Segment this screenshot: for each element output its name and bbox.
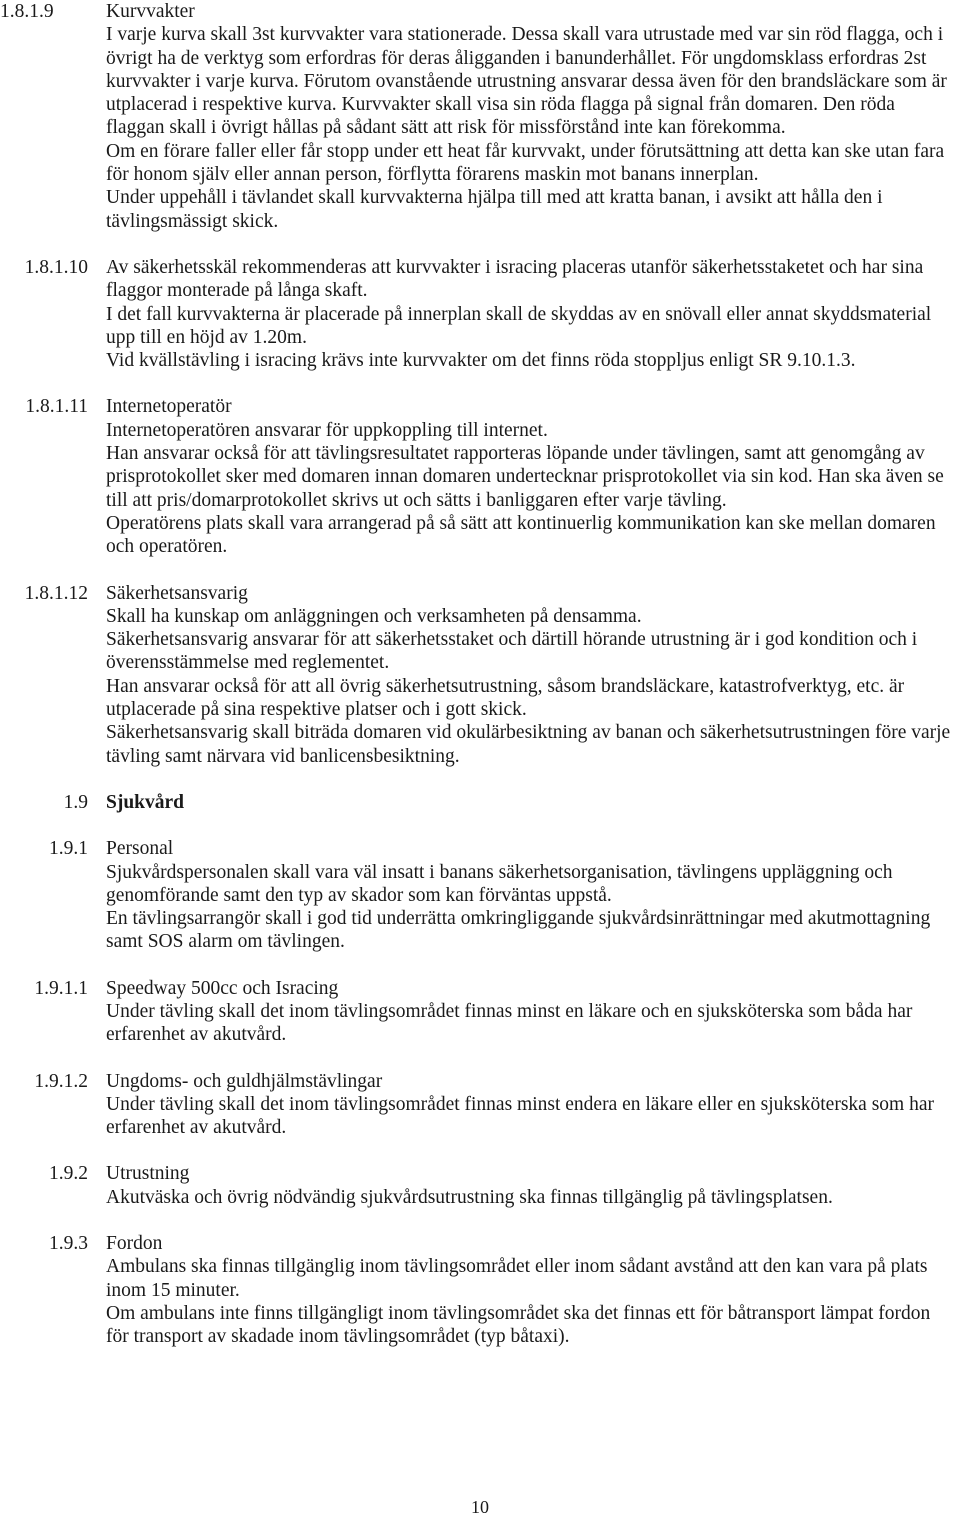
paragraph: Av säkerhetsskäl rekommenderas att kurvvakter i isracing placeras utanför säkerhetsstaketet och har sina flaggor monterade på långa skaft. xyxy=(106,256,924,302)
section-title: Fordon xyxy=(106,1233,163,1255)
paragraph: Sjukvårdspersonalen skall vara väl insatt i banans säkerhetsorganisation, tävlingens uppläggning och genomförande samt den typ av skador som kan förväntas uppstå. xyxy=(106,861,893,906)
paragraph: Internetoperatören ansvarar för uppkoppling till internet. xyxy=(106,419,548,441)
section-1-9-3 xyxy=(0,1232,960,1348)
paragraph: Vid kvällstävling i isracing krävs inte kurvvakter om det finns röda stoppljus enligt SR 9.10.1.3. xyxy=(106,350,856,372)
paragraph: Operatörens plats skall vara arrangerad på så sätt att kontinuerlig kommunikation kan ske mellan domaren och operatören. xyxy=(106,512,936,558)
paragraph: Skall ha kunskap om anläggningen och verksamheten på densamma. xyxy=(106,605,642,627)
section-number: 1.8.1.11 xyxy=(25,396,88,418)
section-number: 1.9.3 xyxy=(49,1233,88,1255)
section-title: Speedway 500cc och Isracing xyxy=(106,977,339,999)
section-title: Personal xyxy=(106,838,174,860)
section-title: Ungdoms- och guldhjälmstävlingar xyxy=(106,1070,383,1092)
paragraph: Om en förare faller eller får stopp under ett heat får kurvvakt, under förutsättning att detta kan ske utan fara för honom själv eller annan person, förflytta förarens maskin mot banans innerplan. xyxy=(106,140,945,186)
paragraph: Under tävling skall det inom tävlingsområdet finnas minst endera en läkare eller en sjuksköterska som har erfarenhet av akutvård. xyxy=(106,1093,934,1139)
section-title: Utrustning xyxy=(106,1163,190,1185)
section-1-9-2 xyxy=(0,1162,960,1209)
section-title: Kurvvakter xyxy=(106,1,195,22)
paragraph: I varje kurva skall 3st kurvvakter vara stationerade. Dessa skall vara utrustade med var sin röd flagga, och i övrigt ha de verktyg som erfordras för deras åligganden i banunderhållet. För ungdomsklass erfordras 2st kurvvakter i varje kurva. Förutom ovanstående utrustning ansvarar dessa även för den brandsläckare som är utplacerad i respektive kurva. Kurvvakter skall visa sin röda flagga på signal från domaren. Den röda flaggan skall i övrigt hållas på sådant sätt att risk för missförstånd inte kan förekomma. xyxy=(106,24,947,139)
paragraph: Säkerhetsansvarig skall biträda domaren vid okulärbesiktning av banan och säkerhetsutrustningen före varje tävling samt närvara vid banlicensbesiktning. xyxy=(106,722,951,767)
section-number: 1.9.1.1 xyxy=(34,977,88,999)
paragraph: Han ansvarar också för att all övrig säkerhetsutrustning, såsom brandsläckare, katastrofverktyg, etc. är utplacerade på sina respektive platser och i gott skick. xyxy=(106,675,905,721)
paragraph: Under uppehåll i tävlandet skall kurvvakterna hjälpa till med att kratta banan, i avsikt att hålla den i tävlingsmässigt skick. xyxy=(106,187,883,232)
section-number: 1.9 xyxy=(63,791,88,813)
section-number: 1.8.1.9 xyxy=(0,1,54,22)
paragraph: Akutväska och övrig nödvändig sjukvårdsutrustning ska finnas tillgänglig på tävlingsplatsen. xyxy=(106,1186,833,1208)
paragraph: Ambulans ska finnas tillgänglig inom tävlingsområdet eller inom sådant avstånd att den kan vara på plats inom 15 minuter. xyxy=(106,1256,928,1301)
section-number: 1.9.1 xyxy=(49,838,88,860)
section-1-8-1-11 xyxy=(0,395,960,558)
section-title: Säkerhetsansvarig xyxy=(106,582,248,604)
section-1-9-1 xyxy=(0,837,960,953)
section-1-9-1-1 xyxy=(0,977,960,1047)
paragraph: En tävlingsarrangör skall i god tid underrätta omkringliggande sjukvårdsinrättningar med akutmottagning samt SOS alarm om tävlingen. xyxy=(106,908,931,953)
paragraph: I det fall kurvvakterna är placerade på innerplan skall de skyddas av en snövall eller annat skyddsmaterial upp till en höjd av 1.20m. xyxy=(106,303,932,348)
section-number: 1.9.1.2 xyxy=(34,1070,88,1092)
paragraph: Säkerhetsansvarig ansvarar för att säkerhetsstaket och därtill hörande utrustning är i god kondition och i överensstämmelse med reglementet. xyxy=(106,629,918,674)
section-title: Internetoperatör xyxy=(106,396,232,418)
page-number: 10 xyxy=(471,1497,489,1517)
section-number: 1.8.1.10 xyxy=(24,256,88,278)
section-1-8-1-10 xyxy=(0,256,960,372)
paragraph: Under tävling skall det inom tävlingsområdet finnas minst en läkare och en sjuksköterska som båda har erfarenhet av akutvård. xyxy=(106,1000,913,1046)
paragraph: Om ambulans inte finns tillgängligt inom tävlingsområdet ska det finnas ett för båtransport lämpat fordon för transport av skadade inom tävlingsområdet (typ båtaxi). xyxy=(106,1302,931,1348)
section-number: 1.9.2 xyxy=(49,1163,88,1185)
section-1-8-1-9 xyxy=(0,0,960,233)
paragraph: Han ansvarar också för att tävlingsresultatet rapporteras löpande under tävlingen, samt att genomgång av prisprotokollet sker med domaren innan domaren undertecknar prisprotokollet via sin kod. Han ska även se till att pris/domarprotokollet skrivs ut och sätts i banliggaren efter varje tävling. xyxy=(106,443,944,511)
section-heading: Sjukvård xyxy=(106,791,185,813)
section-1-9-1-2 xyxy=(0,1070,960,1140)
section-number: 1.8.1.12 xyxy=(24,582,88,604)
section-1-8-1-12 xyxy=(0,582,960,768)
section-1-9 xyxy=(0,791,960,814)
